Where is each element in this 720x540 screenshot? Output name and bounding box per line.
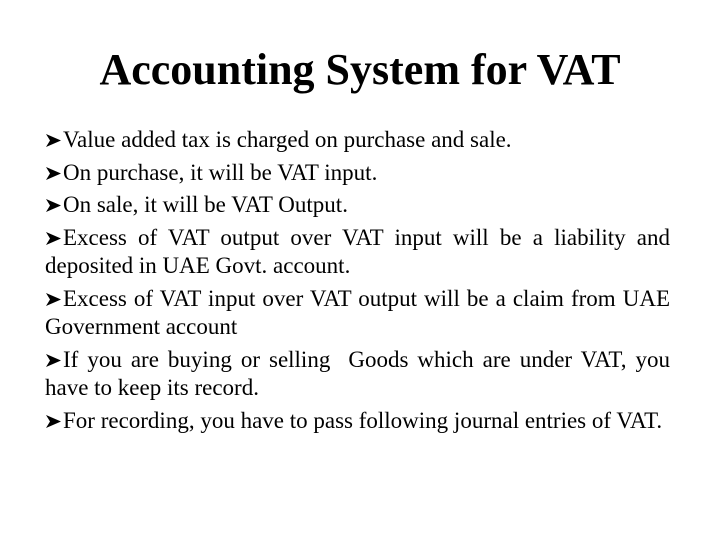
bullet-text: If you are buying or selling Goods which are under VAT, you have to keep its record.: [45, 346, 676, 401]
arrowhead-bullet-icon: [45, 198, 62, 213]
bullet-text: Excess of VAT output over VAT input will be a liability and deposited in UAE Govt. account.: [45, 224, 670, 279]
bullet-text: For recording, you have to pass following journal entries of VAT.: [63, 408, 663, 434]
bullet-text: Excess of VAT input over VAT output will be a claim from UAE Government account: [45, 285, 670, 340]
bullet-text: Value added tax is charged on purchase and sale.: [63, 127, 512, 152]
bullet-text: On sale, it will be VAT Output.: [63, 192, 348, 218]
bullet-item: [45, 159, 670, 188]
arrowhead-bullet-icon: [45, 292, 62, 307]
bullet-item: [45, 285, 670, 342]
arrowhead-bullet-icon: [45, 414, 62, 429]
arrowhead-bullet-icon: [45, 166, 62, 181]
bullet-item: [45, 407, 670, 436]
bullet-item: [45, 191, 670, 220]
bullet-item: [45, 126, 670, 155]
bullet-item: [45, 346, 676, 403]
arrowhead-bullet-icon: [45, 231, 62, 246]
arrowhead-bullet-icon: [45, 353, 62, 368]
bullet-item: [45, 224, 670, 281]
arrowhead-bullet-icon: [45, 133, 62, 148]
bullet-text: On purchase, it will be VAT input.: [63, 159, 378, 185]
slide-title: Accounting System for VAT: [99, 45, 621, 94]
bullet-list: [45, 126, 676, 440]
